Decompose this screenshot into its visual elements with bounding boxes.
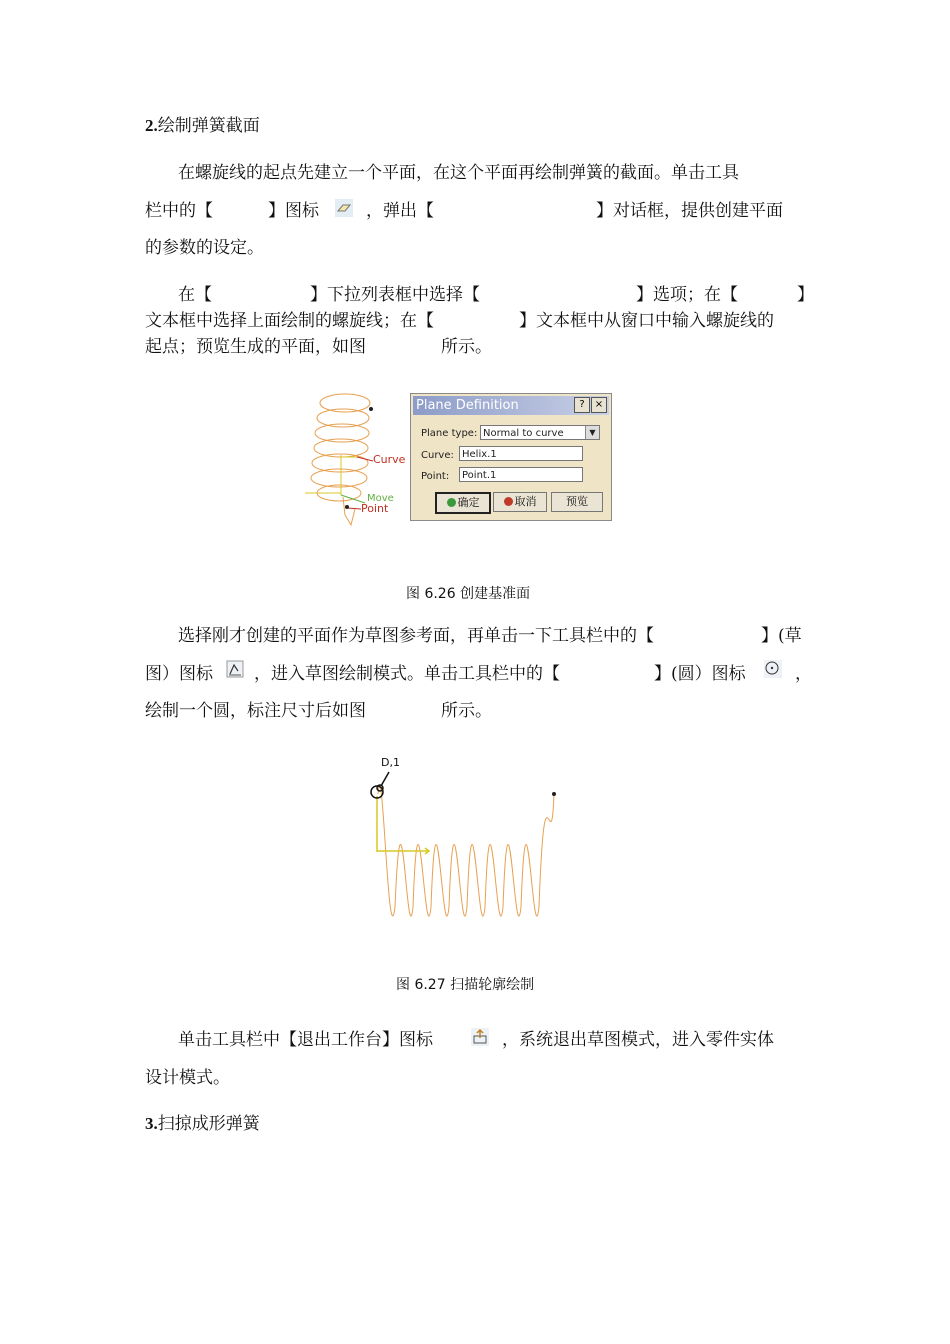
point-field-value: Point.1 [462, 470, 497, 481]
dialog-title: Plane Definition [413, 396, 609, 415]
cancel-button[interactable] [493, 492, 547, 512]
point-field[interactable] [459, 467, 583, 482]
figure-caption: 图 6.26 创建基准面 [406, 586, 531, 602]
curve-field[interactable]: Helix.1 [459, 446, 583, 461]
chevron-down-icon[interactable]: ▼ [585, 426, 599, 439]
paragraph-line: 】选项；在【 [636, 285, 738, 305]
paragraph-line: 单击工具栏中【退出工作台】图标 [178, 1030, 433, 1050]
ok-label: 确定 [457, 496, 480, 509]
paragraph-line: 设计模式。 [145, 1068, 230, 1088]
paragraph-line: 所示。 [441, 337, 492, 357]
cancel-label: 取消 [514, 495, 537, 508]
paragraph-line: 文本框中选择上面绘制的螺旋线；在【 [145, 311, 434, 331]
plane-type-select[interactable] [480, 425, 600, 440]
point-label: Point [361, 502, 389, 515]
paragraph-line: 起点；预览生成的平面，如图 [145, 337, 366, 357]
circle-icon[interactable] [764, 660, 782, 678]
curve-field-label: Curve: [421, 450, 454, 461]
paragraph-line: 】(草 [761, 626, 802, 646]
curve-label: Curve [373, 453, 406, 466]
heading-number: 2. [145, 116, 158, 135]
sketch-icon[interactable] [226, 660, 244, 678]
paragraph-line: 】对话框，提供创建平面 [596, 201, 783, 221]
cancel-icon [504, 497, 513, 506]
plane-icon[interactable] [335, 199, 353, 217]
paragraph-line: 】(圆）图标 [654, 664, 746, 684]
plane-type-value: Normal to curve [483, 428, 564, 439]
paragraph-line: 绘制一个圆，标注尺寸后如图 [145, 701, 366, 721]
move-label: Move [367, 493, 394, 504]
section-heading [145, 116, 260, 136]
close-button[interactable]: × [591, 397, 607, 413]
point-field-label: Point: [421, 471, 450, 482]
plane-type-label: Plane type: [421, 428, 478, 439]
paragraph-line: 】下拉列表框中选择【 [310, 285, 480, 305]
paragraph-line: ，进入草图绘制模式。单击工具栏中的【 [254, 664, 560, 684]
ok-icon [447, 498, 456, 507]
figure-caption: 图 6.27 扫描轮廓绘制 [396, 977, 535, 993]
paragraph-line: 选择刚才创建的平面作为草图参考面，再单击一下工具栏中的【 [178, 626, 654, 646]
paragraph-line: 图）图标 [145, 664, 213, 684]
plane-definition-dialog [410, 393, 612, 521]
paragraph-line: 】图标 [268, 201, 319, 221]
paragraph-line: 在螺旋线的起点先建立一个平面，在这个平面再绘制弹簧的截面。单击工具 [178, 163, 739, 183]
paragraph-line: 】文本框中从窗口中输入螺旋线的 [519, 311, 774, 331]
heading-text: 扫掠成形弹簧 [157, 1114, 260, 1134]
paragraph-line: ，弹出【 [366, 201, 434, 221]
dimension-label: D,1 [381, 756, 400, 769]
sweep-profile-figure [355, 752, 575, 917]
paragraph-line: 在【 [178, 285, 212, 305]
paragraph-line: 的参数的设定。 [145, 238, 264, 258]
paragraph-line: 所示。 [441, 701, 492, 721]
paragraph-line: ，系统退出草图模式，进入零件实体 [502, 1030, 774, 1050]
ok-button[interactable] [435, 492, 491, 514]
heading-text: 绘制弹簧截面 [157, 116, 260, 136]
preview-button[interactable]: 预览 [551, 492, 603, 512]
section-heading [145, 1114, 260, 1134]
exit-workbench-icon[interactable] [471, 1028, 489, 1046]
paragraph-line: 】 [797, 285, 814, 305]
paragraph-line: ， [795, 664, 812, 684]
help-button[interactable]: ? [574, 397, 590, 413]
paragraph-line: 栏中的【 [145, 201, 213, 221]
heading-number: 3. [145, 1114, 158, 1133]
